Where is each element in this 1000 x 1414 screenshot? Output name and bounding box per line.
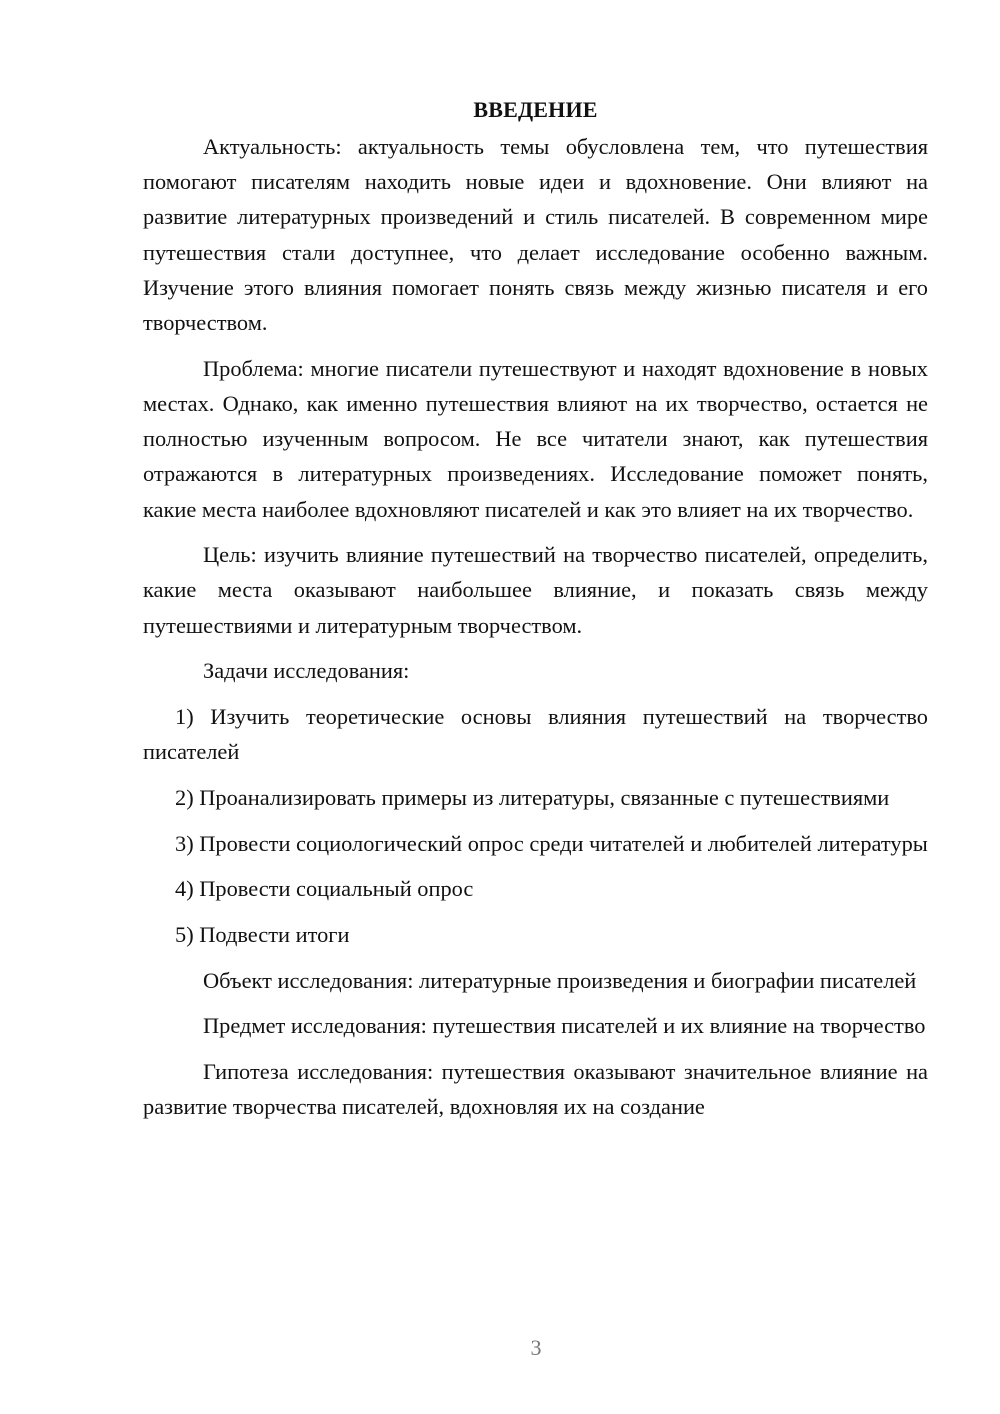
paragraph-object: Объект исследования: литературные произведения и биографии писателей <box>203 967 917 993</box>
task-item-1: 1) Изучить теоретические основы влияния путешествий на творчество писателей <box>143 704 928 765</box>
task-item-4: 4) Провести социальный опрос <box>175 876 474 902</box>
paragraph-goal: Цель: изучить влияние путешествий на творчество писателей, определить, какие места оказывают наибольшее влияние, и показать связь между путешествиями и литературным творчеством. <box>143 542 928 638</box>
paragraph-tasks-heading: Задачи исследования: <box>203 658 410 684</box>
page-content <box>143 92 928 1135</box>
paragraph-problem: Проблема: многие писатели путешествуют и находят вдохновение в новых местах. Однако, как именно путешествия влияют на их творчество, остается не полностью изученным вопросом. Не все читатели знают, как путешествия отражаются в литературных произведениях. Исследование поможет понять, какие места наиболее вдохновляют писателей и как это влияет на их творчество. <box>143 355 928 522</box>
paragraph-hypothesis: Гипотеза исследования: путешествия оказывают значительное влияние на развитие творчества писателей, вдохновляя их на создание <box>143 1059 928 1120</box>
page-number: 3 <box>530 1335 542 1360</box>
task-item-2: 2) Проанализировать примеры из литературы, связанные с путешествиями <box>175 784 890 810</box>
paragraph-relevance: Актуальность: актуальность темы обусловлена тем, что путешествия помогают писателям находить новые идеи и вдохновение. Они влияют на развитие литературных произведений и стиль писателей. В современном мире путешествия стали доступнее, что делает исследование особенно важным. Изучение этого влияния помогает понять связь между жизнью писателя и его творчеством. <box>143 134 928 336</box>
paragraph-subject: Предмет исследования: путешествия писателей и их влияние на творчество <box>203 1013 926 1039</box>
task-item-5: 5) Подвести итоги <box>175 922 350 948</box>
page-title: ВВЕДЕНИЕ <box>473 97 598 122</box>
task-item-3: 3) Провести социологический опрос среди читателей и любителей литературы <box>175 830 928 856</box>
